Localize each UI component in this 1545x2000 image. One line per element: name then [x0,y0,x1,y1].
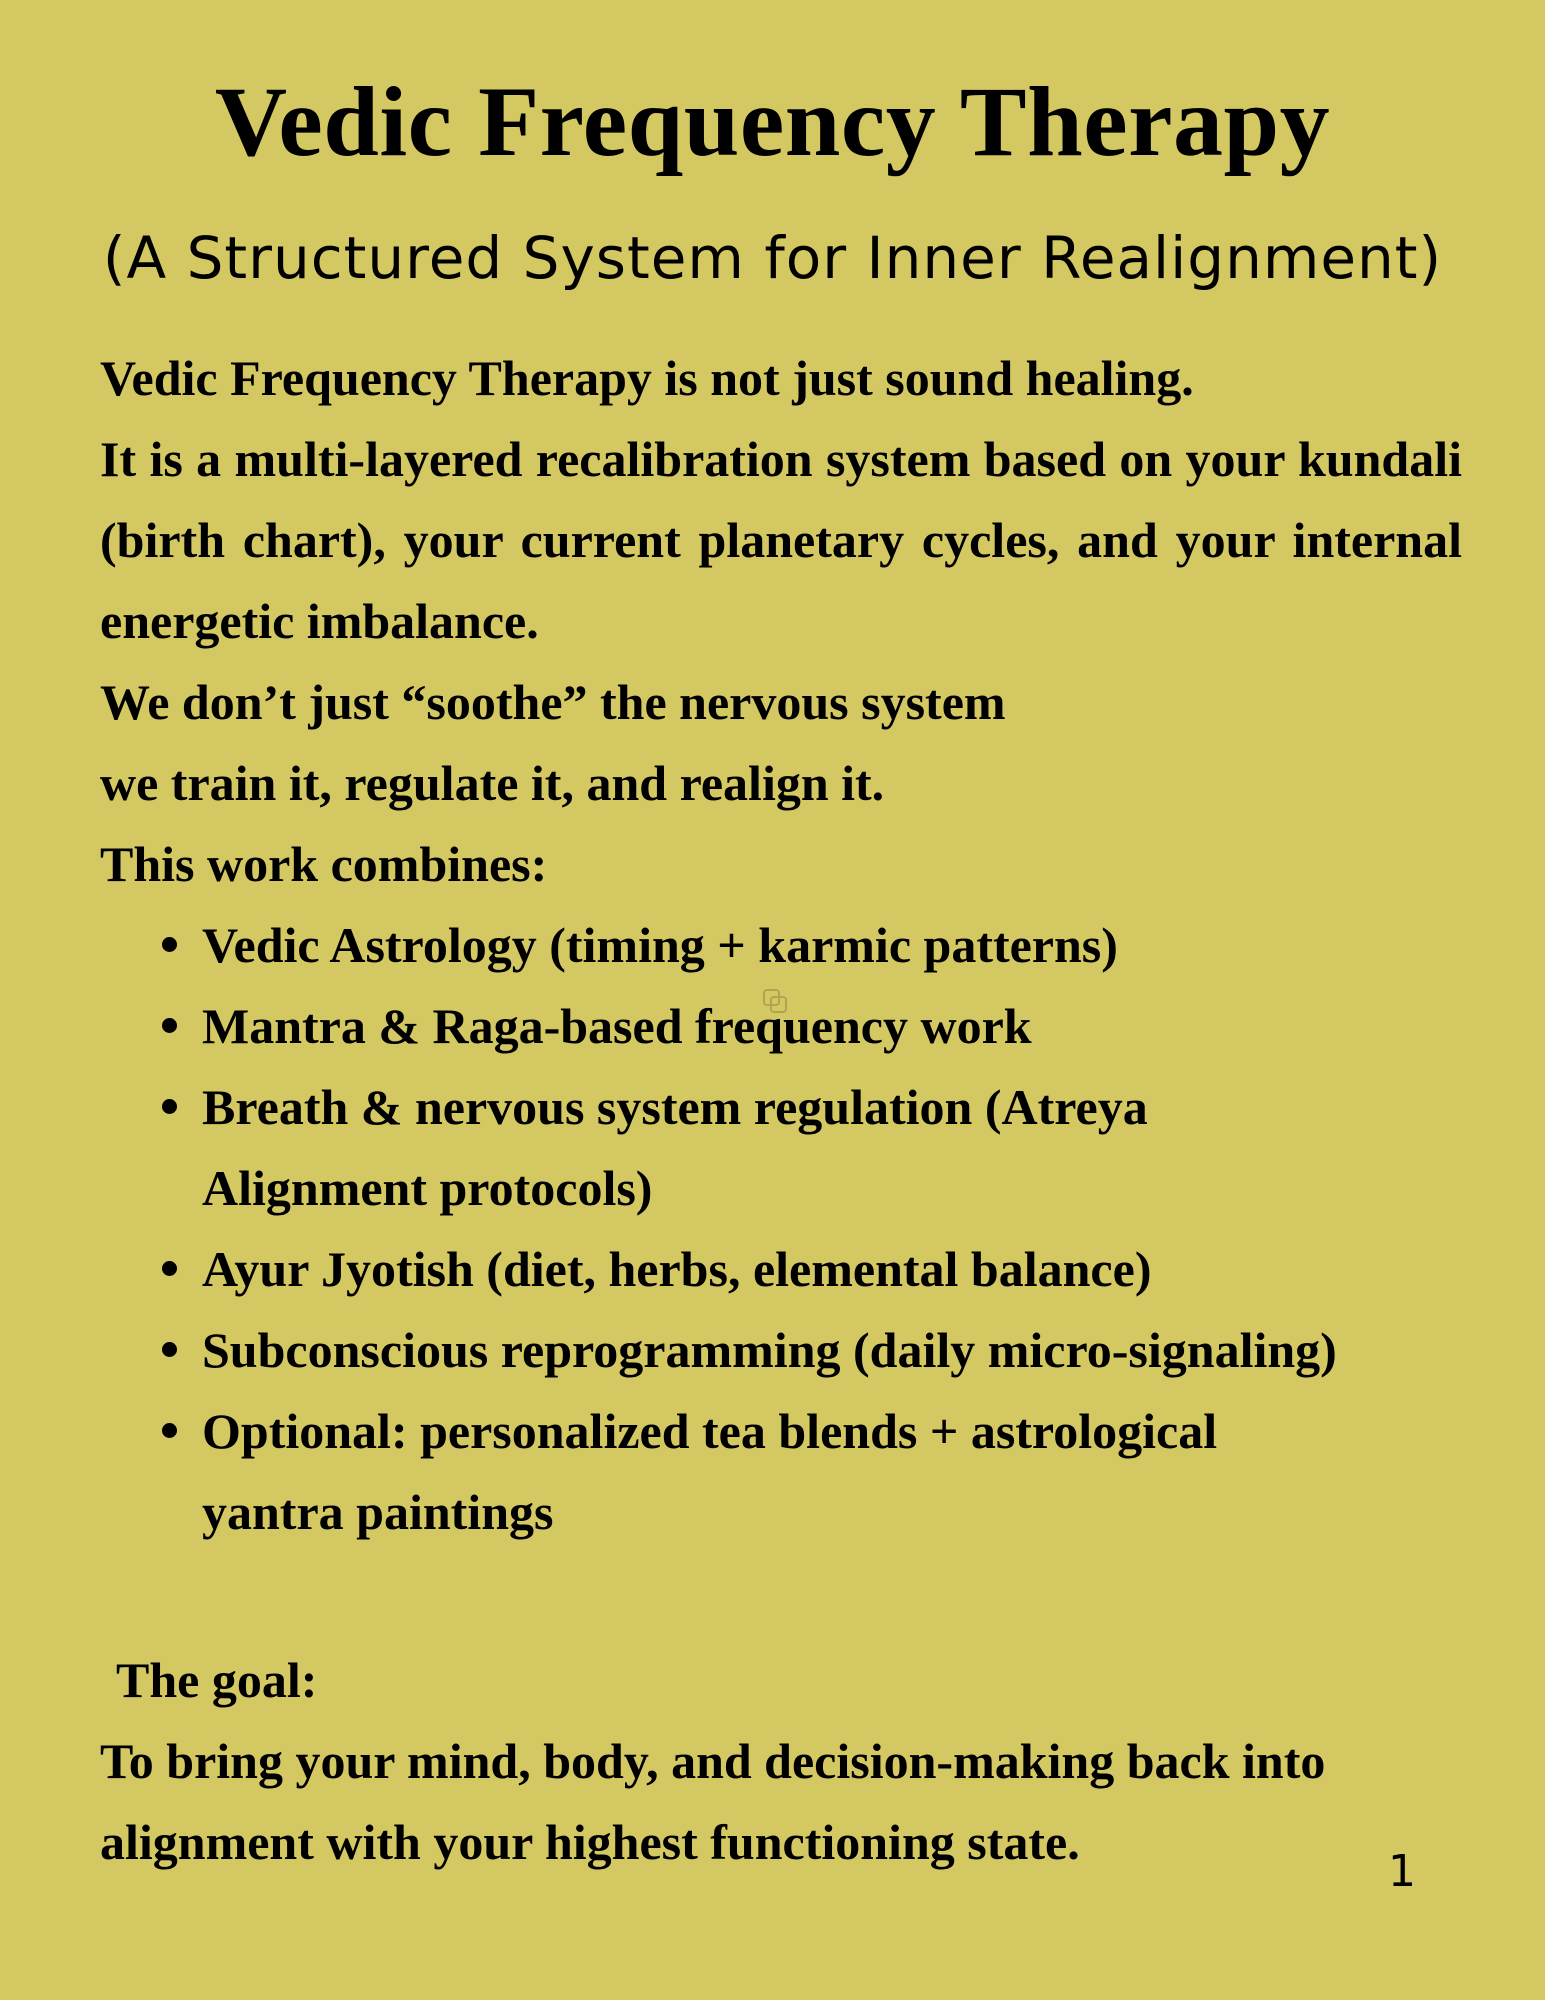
list-item [100,1067,1480,1229]
intro-line-5: This work combines: [100,836,548,892]
intro-line-3: We don’t just “soothe” the nervous system [100,674,1006,730]
goal-section [100,1640,1462,1883]
list-item [100,1229,1480,1310]
goal-label: The goal: [116,1652,318,1708]
list-item [100,986,1480,1067]
intro-section [100,338,1462,905]
list-item-text: Subconscious reprogramming (daily micro-signaling) [202,1322,1337,1378]
list-item-text: Mantra & Raga-based frequency work [202,998,1032,1054]
list-item-text: Optional: personalized tea blends + astrological yantra paintings [202,1403,1218,1540]
intro-line-1: Vedic Frequency Therapy is not just sound healing. [100,350,1194,406]
list-item-text: Breath & nervous system regulation (Atreya Alignment protocols) [202,1079,1148,1216]
bullet-icon [162,1261,177,1276]
bullet-icon [162,1099,177,1114]
page-title: Vedic Frequency Therapy [214,66,1331,177]
list-item [100,1391,1480,1553]
bullet-icon [162,1423,177,1438]
bullet-icon [162,1018,177,1033]
bullet-icon [162,937,177,952]
list-item [100,1310,1480,1391]
page-number: 1 [1388,1846,1416,1897]
bullet-icon [162,1342,177,1357]
copy-icon[interactable] [762,988,788,1014]
bullet-list [100,905,1480,1553]
list-item [100,905,1480,986]
intro-paragraph-2: It is a multi-layered recalibration system based on your kundali (birth chart), your current planetary cycles, and your internal energetic imbalance. [100,431,1462,649]
page-subtitle: (A Structured System for Inner Realignment) [102,224,1443,292]
intro-line-4: we train it, regulate it, and realign it. [100,755,885,811]
list-item-text: Vedic Astrology (timing + karmic patterns) [202,917,1118,973]
goal-text: To bring your mind, body, and decision-making back into alignment with your highest functioning state. [100,1733,1326,1870]
list-item-text: Ayur Jyotish (diet, herbs, elemental balance) [202,1241,1152,1297]
